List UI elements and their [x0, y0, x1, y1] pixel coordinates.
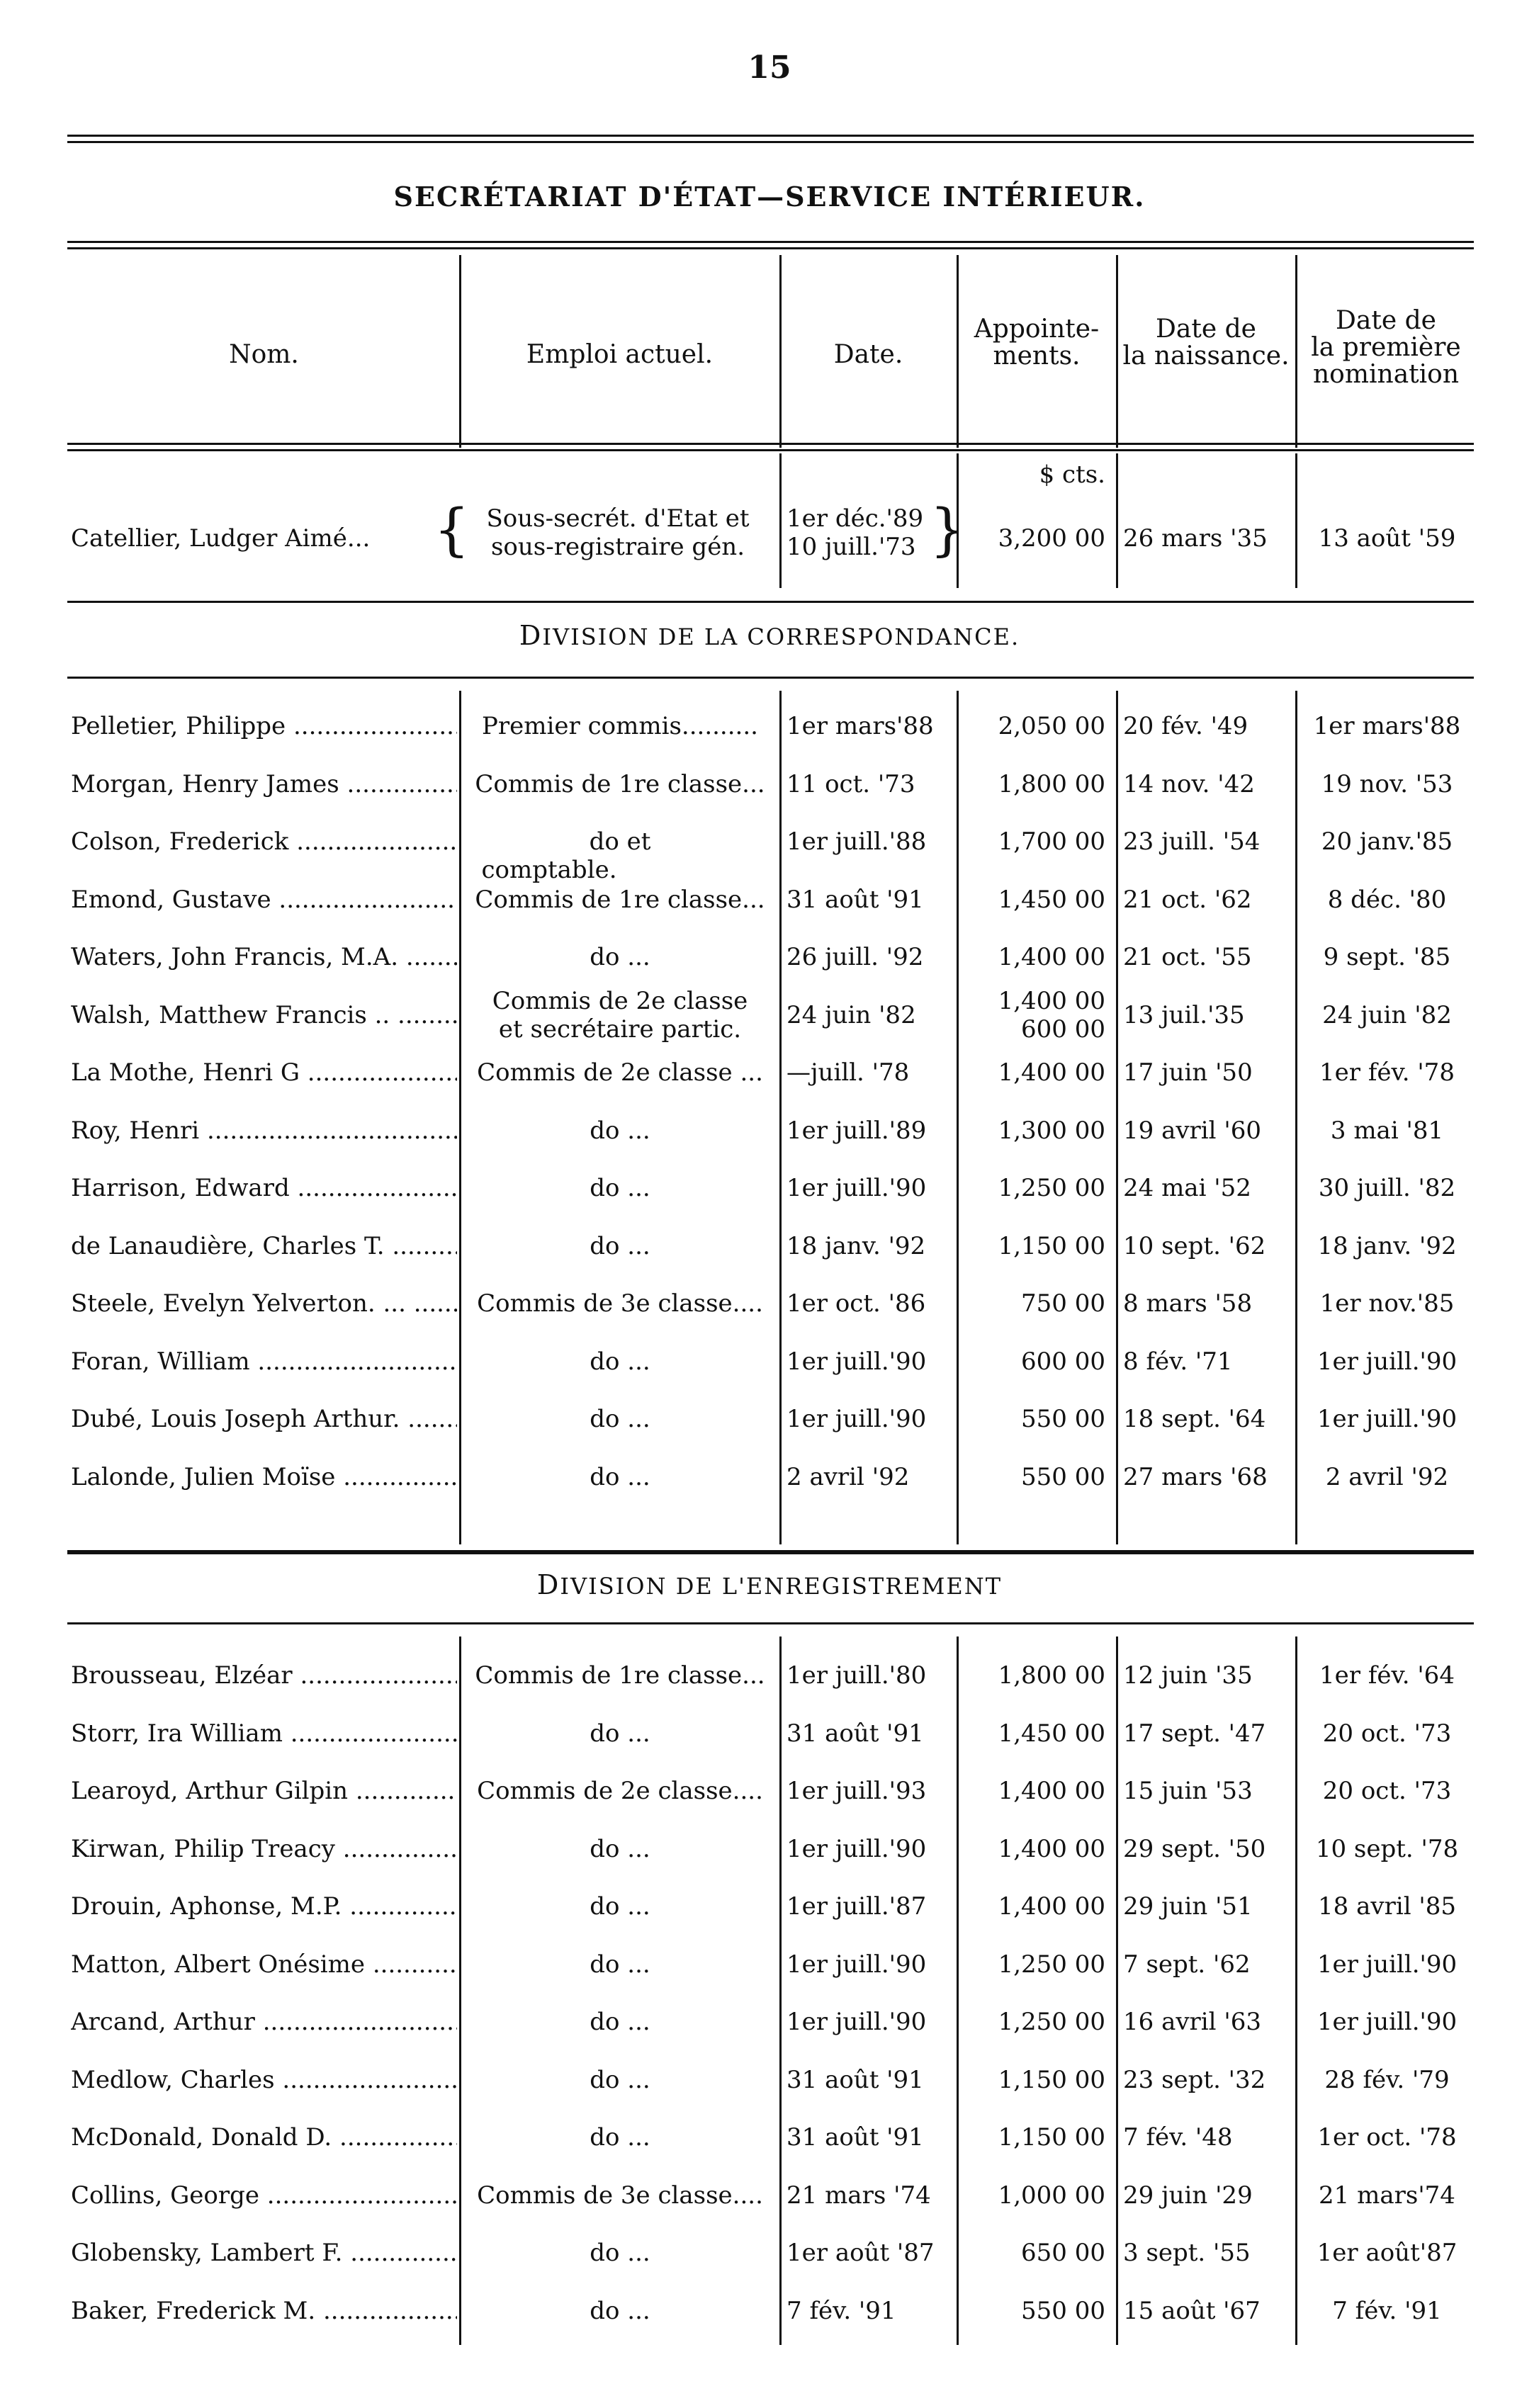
- row-appointements-line2: 600 00: [1021, 1014, 1105, 1044]
- col-divider: [1116, 1637, 1118, 2345]
- row-nomination: 18 avril '85: [1318, 1892, 1456, 1921]
- row-emploi: do ...: [590, 2008, 650, 2036]
- row-emploi: do ...: [590, 1405, 650, 1433]
- row-naissance: 23 sept. '32: [1123, 2065, 1266, 2094]
- row-emploi: Commis de 2e classe ...: [477, 1058, 763, 1087]
- row-appointements: 1,450 00: [998, 1719, 1105, 1748]
- col-divider: [1116, 453, 1118, 588]
- row-appointements: 1,400 00: [998, 1058, 1105, 1087]
- row-nom: Morgan, Henry James .....: [71, 770, 457, 798]
- row-nom: Drouin, Aphonse, M.P. .....: [71, 1892, 457, 1921]
- col-divider: [459, 691, 461, 1544]
- row-naissance: 7 fév. '48: [1123, 2123, 1233, 2152]
- row-nom: Matton, Albert Onésime .....: [71, 1950, 457, 1979]
- row-naissance: 21 oct. '62: [1123, 885, 1252, 914]
- row-emploi: Commis de 2e classe....: [477, 1777, 763, 1805]
- page-title: SECRÉTARIAT D'ÉTAT—SERVICE INTÉRIEUR.: [393, 181, 1146, 213]
- section-title-rest: IVISION DE LA CORRESPONDANCE.: [542, 623, 1020, 650]
- row-naissance: 8 mars '58: [1123, 1289, 1253, 1318]
- row-nomination: 1er nov.'85: [1319, 1289, 1455, 1318]
- row-naissance: 17 juin '50: [1123, 1058, 1253, 1087]
- section-title-initial: D: [536, 1569, 560, 1600]
- row-appointements: 1,400 00: [998, 1834, 1105, 1863]
- row-nom: Collins, George .....: [71, 2181, 457, 2210]
- section-title-enregistrement: [0, 1569, 1539, 1600]
- row-date: 2 avril '92: [787, 1462, 910, 1491]
- row-naissance: 19 avril '60: [1123, 1116, 1261, 1145]
- row-naissance: 13 juil.'35: [1123, 1000, 1245, 1029]
- row-date: 1er juill.'90: [787, 1347, 927, 1376]
- row-nomination: 21 mars'74: [1319, 2181, 1455, 2210]
- row-emploi: do ...: [590, 1950, 650, 1979]
- header-appointements-line2: ments.: [993, 341, 1081, 371]
- row-emploi: do ...: [590, 1462, 650, 1491]
- row-appointements: 1,450 00: [998, 885, 1105, 914]
- header-appointements-line1: Appointe-: [974, 315, 1100, 344]
- row-nom: Baker, Frederick M. .....: [71, 2297, 457, 2325]
- row-date: 1er juill.'87: [787, 1892, 927, 1921]
- head-row-date-line2: 10 juill.'73: [787, 533, 916, 561]
- row-date: 31 août '91: [787, 2123, 924, 2152]
- row-nom: Lalonde, Julien Moïse .....: [71, 1463, 457, 1491]
- row-appointements: 550 00: [1021, 1462, 1105, 1491]
- col-divider: [1295, 255, 1297, 448]
- brace-close-icon: }: [930, 497, 966, 563]
- row-nom: Pelletier, Philippe .....: [71, 712, 457, 740]
- header-nomination-line1: Date de: [1336, 306, 1436, 335]
- row-emploi: do ...: [590, 2123, 650, 2152]
- row-nomination: 2 avril '92: [1325, 1462, 1449, 1491]
- header-bottom-rule: [67, 443, 1474, 451]
- head-row-emploi-line1: Sous-secrét. d'Etat et: [486, 504, 750, 533]
- row-appointements: 550 00: [1021, 1405, 1105, 1433]
- row-appointements: 600 00: [1021, 1347, 1105, 1376]
- row-nomination: 1er oct. '78: [1317, 2123, 1457, 2152]
- rule: [67, 1550, 1474, 1554]
- row-nomination: 19 nov. '53: [1321, 769, 1453, 798]
- head-row-date-line1: 1er déc.'89: [787, 504, 924, 533]
- row-naissance: 10 sept. '62: [1123, 1231, 1266, 1260]
- row-nomination: 3 mai '81: [1330, 1116, 1444, 1145]
- row-date: 11 oct. '73: [787, 769, 915, 798]
- row-date: 1er août '87: [787, 2239, 935, 2267]
- head-row-emploi-line2: sous-registraire gén.: [490, 533, 745, 561]
- row-emploi: Commis de 3e classe....: [477, 1289, 763, 1318]
- row-nomination: 18 janv. '92: [1317, 1231, 1457, 1260]
- rule: [67, 601, 1474, 603]
- header-naissance-line1: Date de: [1156, 315, 1256, 344]
- col-divider: [957, 255, 959, 448]
- row-date: 1er juill.'90: [787, 1405, 927, 1433]
- row-date: 26 juill. '92: [787, 943, 924, 971]
- row-nom: Arcand, Arthur .....: [71, 2008, 457, 2036]
- row-emploi: do ...: [590, 1892, 650, 1921]
- row-date: 18 janv. '92: [787, 1231, 926, 1260]
- row-nom: Roy, Henri .....: [71, 1117, 457, 1145]
- row-emploi: do ...: [590, 2239, 650, 2267]
- row-nomination: 1er juill.'90: [1317, 1405, 1458, 1433]
- row-nom: McDonald, Donald D. .....: [71, 2123, 457, 2152]
- currency-unit: $ cts.: [1039, 460, 1105, 489]
- row-nom: Steele, Evelyn Yelverton. ... .....: [71, 1289, 457, 1318]
- row-date: 31 août '91: [787, 2065, 924, 2094]
- row-naissance: 8 fév. '71: [1123, 1347, 1233, 1376]
- row-nomination: 8 déc. '80: [1327, 885, 1447, 914]
- row-nom: Kirwan, Philip Treacy .....: [71, 1835, 457, 1863]
- row-emploi: do ...: [590, 1116, 650, 1145]
- row-appointements: 1,250 00: [998, 2008, 1105, 2036]
- row-date: 1er juill.'80: [787, 1661, 927, 1690]
- row-emploi: do ...: [590, 1174, 650, 1202]
- header-appointements: [959, 316, 1114, 370]
- row-emploi: do ...: [590, 2065, 650, 2094]
- row-nomination: 30 juill. '82: [1318, 1174, 1456, 1202]
- row-nom: Emond, Gustave .....: [71, 886, 457, 914]
- section-title-rest: IVISION DE L'ENREGISTREMENT: [560, 1573, 1003, 1600]
- row-nom: La Mothe, Henri G .....: [71, 1058, 457, 1087]
- row-emploi: Commis de 1re classe...: [475, 885, 765, 914]
- row-nomination: 10 sept. '78: [1315, 1834, 1459, 1863]
- row-emploi-line1: Commis de 2e classe: [492, 986, 748, 1015]
- row-emploi: do ...: [590, 1347, 650, 1376]
- row-date: 1er juill.'90: [787, 1834, 927, 1863]
- col-divider: [1295, 1637, 1297, 2345]
- row-appointements: 1,400 00: [998, 943, 1105, 971]
- row-appointements: 650 00: [1021, 2239, 1105, 2267]
- head-row-appt: 3,200 00: [998, 524, 1105, 553]
- row-nomination: 20 oct. '73: [1322, 1719, 1452, 1748]
- row-date: 7 fév. '91: [787, 2296, 896, 2325]
- row-naissance: 18 sept. '64: [1123, 1405, 1266, 1433]
- row-naissance: 17 sept. '47: [1123, 1719, 1266, 1748]
- row-naissance: 3 sept. '55: [1123, 2239, 1251, 2267]
- row-date: 1er juill.'90: [787, 1174, 927, 1202]
- col-divider: [459, 255, 461, 448]
- row-nom: Dubé, Louis Joseph Arthur. .....: [71, 1405, 457, 1433]
- row-date: 21 mars '74: [787, 2181, 931, 2210]
- row-date: 1er juill.'90: [787, 2008, 927, 2036]
- row-emploi: do ...: [590, 1719, 650, 1748]
- row-date: —juill. '78: [787, 1058, 910, 1087]
- row-nomination: 1er juill.'90: [1317, 1950, 1458, 1979]
- row-appointements: 1,800 00: [998, 769, 1105, 798]
- top-double-rule: [67, 135, 1474, 143]
- row-naissance: 12 juin '35: [1123, 1661, 1253, 1690]
- row-appointements: 1,700 00: [998, 827, 1105, 856]
- row-appointements: 1,000 00: [998, 2181, 1105, 2210]
- col-divider: [779, 691, 782, 1544]
- row-date: 1er juill.'89: [787, 1116, 927, 1145]
- row-emploi-line2: et secrétaire partic.: [498, 1014, 742, 1044]
- row-naissance: 14 nov. '42: [1123, 769, 1255, 798]
- row-naissance: 23 juill. '54: [1123, 827, 1261, 856]
- row-nomination: 1er juill.'90: [1317, 1347, 1458, 1376]
- row-nomination: 7 fév. '91: [1332, 2296, 1442, 2325]
- row-emploi: do ...: [590, 1231, 650, 1260]
- row-appointements: 1,150 00: [998, 2065, 1105, 2094]
- rule: [67, 677, 1474, 679]
- row-naissance: 15 juin '53: [1123, 1777, 1253, 1805]
- row-naissance: 20 fév. '49: [1123, 712, 1248, 740]
- row-nom: de Lanaudière, Charles T. .....: [71, 1232, 457, 1260]
- header-nom: Nom.: [229, 340, 299, 369]
- row-naissance: 29 sept. '50: [1123, 1834, 1266, 1863]
- row-emploi: Commis de 1re classe...: [475, 769, 765, 798]
- row-nom: Learoyd, Arthur Gilpin .....: [71, 1777, 457, 1805]
- row-nom: Walsh, Matthew Francis .. .....: [71, 1001, 457, 1029]
- row-naissance: 21 oct. '55: [1123, 943, 1252, 971]
- row-emploi: do et: [589, 827, 651, 856]
- row-emploi: do ...: [590, 943, 650, 971]
- row-date: 1er juill.'93: [787, 1777, 927, 1805]
- row-appointements: 1,250 00: [998, 1174, 1105, 1202]
- row-nom: Foran, William .....: [71, 1347, 457, 1376]
- header-emploi: Emploi actuel.: [526, 340, 714, 369]
- col-divider: [459, 1637, 461, 2345]
- row-naissance: 29 juin '29: [1123, 2181, 1253, 2210]
- row-appointements: 1,300 00: [998, 1116, 1105, 1145]
- row-nom: Medlow, Charles .....: [71, 2066, 457, 2094]
- row-naissance: 16 avril '63: [1123, 2008, 1261, 2036]
- row-naissance: 24 mai '52: [1123, 1174, 1251, 1202]
- row-appointements: 550 00: [1021, 2296, 1105, 2325]
- col-divider: [1295, 691, 1297, 1544]
- header-naissance-line2: la naissance.: [1122, 341, 1290, 371]
- row-date: 31 août '91: [787, 1719, 924, 1748]
- row-emploi: do ...: [590, 1834, 650, 1863]
- head-row-nom: Catellier, Ludger Aimé...: [71, 524, 371, 553]
- row-appointements: 2,050 00: [998, 712, 1105, 740]
- row-nom: Storr, Ira William .....: [71, 1719, 457, 1748]
- row-appointements: 1,150 00: [998, 2123, 1105, 2152]
- header-date: Date.: [833, 340, 903, 369]
- row-naissance: 27 mars '68: [1123, 1462, 1268, 1491]
- row-nomination: 20 oct. '73: [1322, 1777, 1452, 1805]
- row-naissance: 15 août '67: [1123, 2296, 1261, 2325]
- row-nomination: 1er fév. '64: [1319, 1661, 1455, 1690]
- row-note: comptable.: [481, 856, 617, 884]
- row-appointements-line1: 1,400 00: [998, 986, 1105, 1015]
- row-nom: Globensky, Lambert F. .....: [71, 2239, 457, 2267]
- row-date: 31 août '91: [787, 885, 924, 914]
- row-nomination: 28 fév. '79: [1324, 2065, 1450, 2094]
- row-emploi: Commis de 1re classe...: [475, 1661, 765, 1690]
- row-date: 1er juill.'88: [787, 827, 927, 856]
- section-title-correspondance: [0, 620, 1539, 651]
- row-nomination: 1er juill.'90: [1317, 2008, 1458, 2036]
- head-row-naissance: 26 mars '35: [1123, 524, 1268, 553]
- row-nomination: 20 janv.'85: [1321, 827, 1453, 856]
- row-nom: Waters, John Francis, M.A. .....: [71, 943, 457, 971]
- brace-icon: {: [434, 497, 470, 563]
- col-divider: [779, 1637, 782, 2345]
- row-nom: Colson, Frederick .....: [71, 827, 457, 856]
- row-naissance: 7 sept. '62: [1123, 1950, 1251, 1979]
- header-top-rule: [67, 241, 1474, 249]
- row-nomination: 1er fév. '78: [1319, 1058, 1455, 1087]
- header-nomination: [1298, 307, 1474, 388]
- col-divider: [779, 453, 782, 588]
- head-row-nomination: 13 août '59: [1318, 524, 1456, 553]
- row-naissance: 29 juin '51: [1123, 1892, 1253, 1921]
- col-divider: [779, 255, 782, 448]
- row-date: 1er juill.'90: [787, 1950, 927, 1979]
- header-naissance: [1119, 316, 1293, 370]
- row-date: 24 juin '82: [787, 1000, 916, 1029]
- row-nomination: 24 juin '82: [1322, 1000, 1452, 1029]
- col-divider: [1116, 691, 1118, 1544]
- row-date: 1er oct. '86: [787, 1289, 926, 1318]
- row-appointements: 1,250 00: [998, 1950, 1105, 1979]
- row-date: 1er mars'88: [787, 712, 934, 740]
- page-number: 15: [748, 50, 791, 86]
- row-nom: Brousseau, Elzéar .....: [71, 1661, 457, 1690]
- col-divider: [957, 691, 959, 1544]
- row-emploi: Commis de 3e classe....: [477, 2181, 763, 2210]
- row-appointements: 750 00: [1021, 1289, 1105, 1318]
- col-divider: [957, 1637, 959, 2345]
- section-title-initial: D: [519, 620, 543, 651]
- row-emploi: do ...: [590, 2296, 650, 2325]
- header-nomination-line3: nomination: [1313, 360, 1459, 389]
- row-appointements: 1,400 00: [998, 1777, 1105, 1805]
- row-nomination: 1er mars'88: [1313, 712, 1461, 740]
- col-divider: [1116, 255, 1118, 448]
- row-appointements: 1,800 00: [998, 1661, 1105, 1690]
- header-nomination-line2: la première: [1311, 333, 1461, 362]
- row-nomination: 9 sept. '85: [1323, 943, 1451, 971]
- row-nomination: 1er août'87: [1317, 2239, 1458, 2267]
- col-divider: [1295, 453, 1297, 588]
- row-nom: Harrison, Edward .....: [71, 1174, 457, 1202]
- row-appointements: 1,400 00: [998, 1892, 1105, 1921]
- row-emploi: Premier commis..........: [482, 712, 758, 740]
- row-appointements: 1,150 00: [998, 1231, 1105, 1260]
- rule: [67, 1622, 1474, 1624]
